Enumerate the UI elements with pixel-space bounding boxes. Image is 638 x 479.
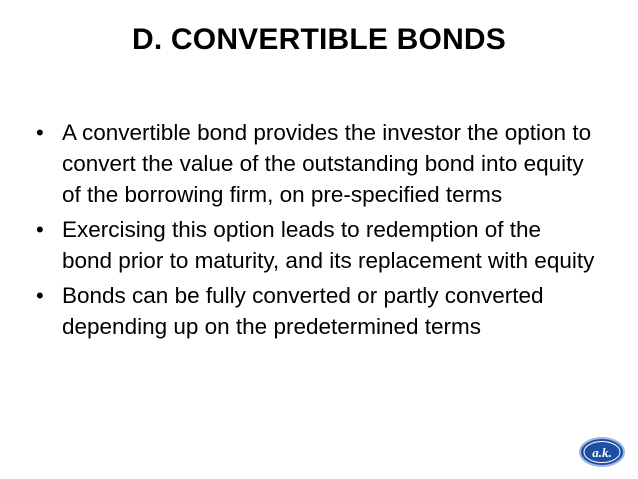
bullet-item bbox=[36, 280, 596, 342]
bullet-text: A convertible bond provides the investor the option to convert the value of the outstanding bond into equity of the borrowing firm, on pre-specified terms bbox=[62, 120, 592, 207]
logo-text: a.k. bbox=[592, 445, 612, 460]
bullet-dot-icon: • bbox=[36, 120, 44, 145]
bullet-dot-icon: • bbox=[36, 283, 44, 308]
bullet-item bbox=[36, 214, 596, 276]
slide-title: D. CONVERTIBLE BONDS bbox=[131, 23, 507, 56]
bullet-text: Exercising this option leads to redemption of the bond prior to maturity, and its replacement with equity bbox=[62, 217, 595, 273]
bullet-dot-icon: • bbox=[36, 217, 44, 242]
ak-logo-icon bbox=[578, 435, 626, 469]
bullet-list bbox=[36, 117, 596, 346]
bullet-text: Bonds can be fully converted or partly converted depending up on the predetermined terms bbox=[62, 283, 544, 339]
bullet-item bbox=[36, 117, 596, 210]
